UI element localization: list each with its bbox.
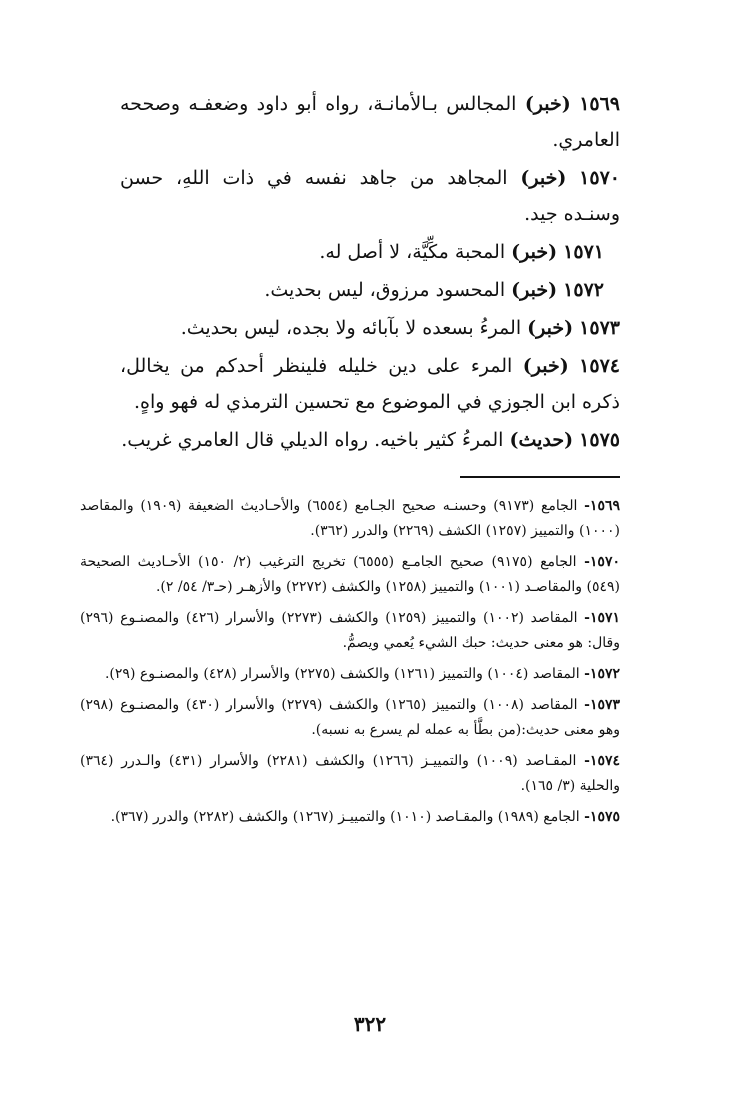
entry-number: ١٥٧١ xyxy=(563,241,604,263)
footnote-number: ١٥٦٩- xyxy=(584,498,620,514)
entry-tag: (خبر) xyxy=(511,241,558,263)
footnote-1573 xyxy=(80,693,620,743)
footnote-1569 xyxy=(80,494,620,544)
footnote-number: ١٥٧١- xyxy=(584,610,621,626)
footnote-text: المقاصد (١٠٠٨) والتمييز (١٢٦٥) والكشف (٢٢٧٩) والأسرار (٤٣٠) والمصنـوع (٢٩٨) وهو معنى حديث:(من بطَّأ به عمله لم يسرع به نسبه). xyxy=(80,697,620,738)
entry-1574 xyxy=(120,348,620,420)
entry-text: المحسود مرزوق، ليس بحديث. xyxy=(264,279,506,301)
footnote-1575 xyxy=(80,805,620,830)
footnote-separator xyxy=(460,476,620,478)
entry-number: ١٥٧٥ xyxy=(579,429,620,451)
entry-1571 xyxy=(120,234,620,270)
entry-1575 xyxy=(120,422,620,458)
entry-number: ١٥٧٣ xyxy=(579,317,620,339)
entry-text: المحبة مكِّيَّة، لا أصل له. xyxy=(319,241,506,263)
footnote-number: ١٥٧٠- xyxy=(584,554,620,570)
footnote-number: ١٥٧٤- xyxy=(584,753,620,769)
entry-tag: (خبر) xyxy=(522,355,569,377)
footnote-text: المقـاصد (١٠٠٩) والتمييـز (١٢٦٦) والكشف (٢٢٨١) والأسرار (٤٣١) والـدرر (٣٦٤) والحلية (٣/ ١٦٥). xyxy=(80,753,620,794)
main-text xyxy=(120,86,620,458)
entry-1570 xyxy=(120,160,620,232)
entry-number: ١٥٧٠ xyxy=(579,167,620,189)
footnote-1570 xyxy=(80,550,620,600)
entry-text: المجالس بـالأمانـة، رواه أبو داود وضعفـه وصححه العامري. xyxy=(120,93,620,151)
footnotes xyxy=(80,494,620,836)
entry-tag: (خبر) xyxy=(524,93,571,115)
footnote-number: ١٥٧٥- xyxy=(584,809,620,825)
entry-number: ١٥٦٩ xyxy=(579,93,621,115)
footnote-number: ١٥٧٣- xyxy=(584,697,621,713)
entry-1569 xyxy=(120,86,620,158)
entry-text: المرءُ بسعده لا بآبائه ولا بجده، ليس بحديث. xyxy=(180,317,522,339)
footnote-1572 xyxy=(80,662,620,687)
entry-number: ١٥٧٢ xyxy=(563,279,604,301)
footnote-number: ١٥٧٢- xyxy=(584,666,620,682)
entry-tag: (خبر) xyxy=(527,317,574,339)
footnote-text: المقاصد (١٠٠٢) والتمييز (١٢٥٩) والكشف (٢٢٧٣) والأسرار (٤٢٦) والمصنـوع (٢٩٦) وقال: هو معنى حديث: حبك الشيء يُعمي ويصمُّ. xyxy=(80,610,620,651)
entry-text: المرء على دين خليله فلينظر أحدكم من يخالل، ذكره ابن الجوزي في الموضوع مع تحسين الترمذي له فهو واهٍ. xyxy=(120,355,620,413)
footnote-text: الجامع (٩١٧٥) صحيح الجامـع (٦٥٥٥) تخريج الترغيب (٢/ ١٥٠) الأحـاديث الصحيحة (٥٤٩) والمقاصـد (١٠٠١) والتمييز (١٢٥٨) والكشف (٢٢٧٢) والأزهـر (حـ٣/ ٥٤/ ٢). xyxy=(80,554,620,595)
footnote-1574 xyxy=(80,749,620,799)
footnote-text: الجامع (٩١٧٣) وحسنـه صحيح الجـامع (٦٥٥٤) والأحـاديث الضعيفة (١٩٠٩) والمقاصد (١٠٠٠) والتمييز (١٢٥٧) الكشف (٢٢٦٩) والدرر (٣٦٢). xyxy=(80,498,620,539)
footnote-text: الجامع (١٩٨٩) والمقـاصد (١٠١٠) والتمييـز (١٢٦٧) والكشف (٢٢٨٢) والدرر (٣٦٧). xyxy=(110,809,580,825)
entry-1573 xyxy=(120,310,620,346)
entry-tag: (حديث) xyxy=(509,429,574,451)
footnote-1571 xyxy=(80,606,620,656)
entry-1572 xyxy=(120,272,620,308)
footnote-text: المقاصد (١٠٠٤) والتمييز (١٢٦١) والكشف (٢٢٧٥) والأسرار (٤٢٨) والمصنـوع (٢٩). xyxy=(104,666,580,682)
page-number: ٣٢٢ xyxy=(353,1012,387,1036)
entry-text: المجاهد من جاهد نفسه في ذات اللهِ، حسن وسنـده جيد. xyxy=(120,167,620,225)
entry-text: المرءُ كثير باخيه. رواه الديلي قال العامري غريب. xyxy=(121,429,504,451)
entry-tag: (خبر) xyxy=(520,167,567,189)
entry-number: ١٥٧٤ xyxy=(579,355,620,377)
entry-tag: (خبر) xyxy=(511,279,558,301)
